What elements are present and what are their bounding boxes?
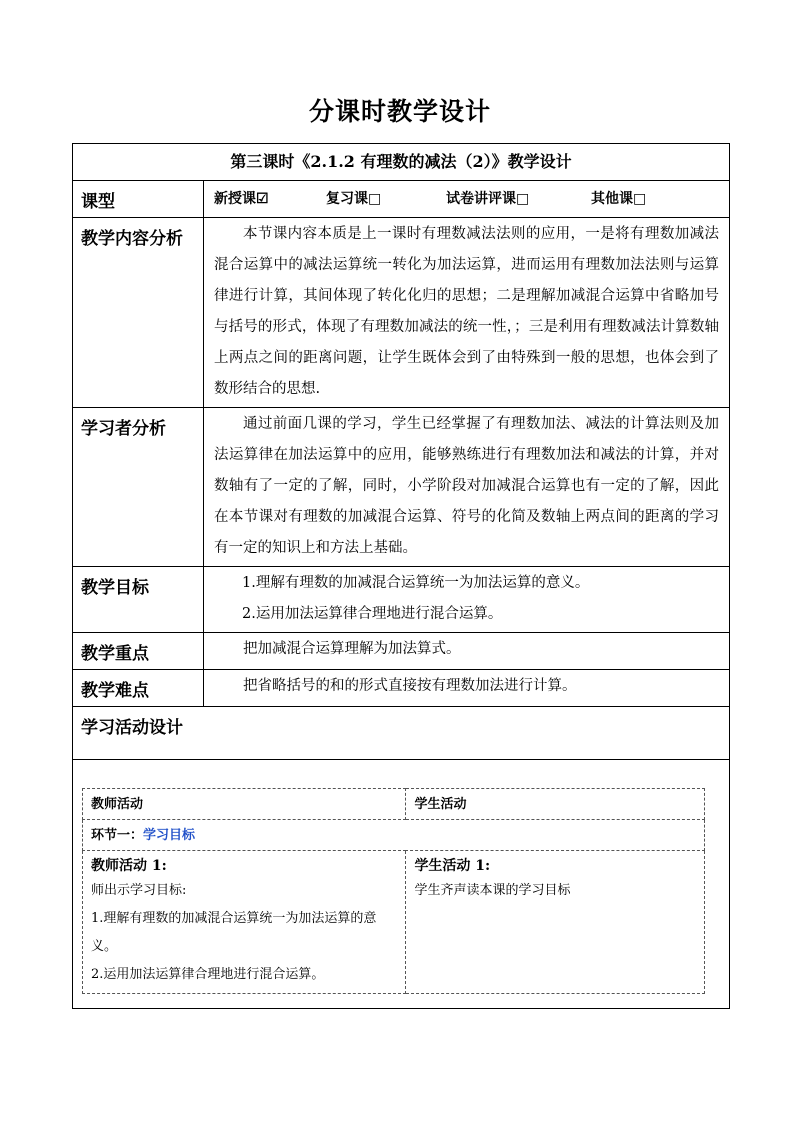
course-type-option-new[interactable]: 新授课☑ — [214, 191, 269, 207]
course-type-label: 课型 — [73, 181, 204, 218]
key-points-label: 教学重点 — [73, 633, 204, 670]
section-name: 学习目标 — [143, 828, 196, 843]
objective-item: 2.运用加法运算律合理地进行混合运算。 — [242, 606, 503, 622]
section-one-row — [83, 820, 705, 851]
learner-analysis-text: 通过前面几课的学习，学生已经掌握了有理数加法、减法的计算法则及加法运算律在加法运算中的应用，能够熟练进行有理数加法和减法的计算，并对数轴有了一定的了解，同时，小学阶段对加减混合运算也有一定的了解，因此在本节课对有理数的加减混合运算、符号的化简及数轴上两点间的距离的学习有一定的知识上和方法上基础。 — [204, 408, 730, 567]
course-type-option-exam-review[interactable]: 试卷讲评课□ — [446, 191, 530, 207]
section-prefix: 环节一： — [91, 828, 144, 843]
lesson-design-table — [72, 143, 730, 1009]
content-analysis-label: 教学内容分析 — [73, 218, 204, 408]
key-points-text: 把加减混合运算理解为加法算式。 — [204, 633, 730, 670]
student-activity-cell — [406, 851, 705, 994]
activity-table — [82, 788, 705, 994]
student-activity-title: 学生活动 1: — [414, 858, 491, 874]
difficulties-text: 把省略括号的和的形式直接按有理数加法进行计算。 — [204, 670, 730, 707]
objectives-label: 教学目标 — [73, 567, 204, 633]
activity-design-label: 学习活动设计 — [73, 707, 730, 760]
objectives-list — [204, 567, 730, 633]
course-type-option-other[interactable]: 其他课□ — [591, 191, 647, 207]
difficulties-label: 教学难点 — [73, 670, 204, 707]
objective-item: 1.理解有理数的加减混合运算统一为加法运算的意义。 — [242, 575, 590, 591]
student-activity-text: 学生齐声读本课的学习目标 — [414, 883, 571, 898]
course-type-option-review[interactable]: 复习课□ — [326, 191, 382, 207]
teacher-activity-cell — [83, 851, 406, 994]
teacher-activity-line: 师出示学习目标: — [91, 883, 187, 898]
course-type-options — [204, 181, 730, 218]
content-analysis-text: 本节课内容本质是上一课时有理数减法法则的应用，一是将有理数加减法混合运算中的减法运算统一转化为加法运算，进而运用有理数加法法则与运算律进行计算，其间体现了转化化归的思想；二是理解加减混合运算中省略加号与括号的形式，体现了有理数加减法的统一性，；三是利用有理数减法计算数轴上两点之间的距离问题，让学生既体会到了由特殊到一般的思想，也体会到了数形结合的思想. — [204, 218, 730, 408]
teacher-activity-title: 教师活动 1: — [91, 858, 167, 874]
teacher-activity-line: 2.运用加法运算律合理地进行混合运算。 — [91, 967, 325, 982]
learner-analysis-label: 学习者分析 — [73, 408, 204, 567]
lesson-title: 第三课时《2.1.2 有理数的减法（2）》教学设计 — [73, 144, 730, 181]
teacher-activity-line: 1.理解有理数的加减混合运算统一为加法运算的意义。 — [91, 911, 377, 954]
page-title: 分课时教学设计 — [308, 97, 491, 126]
teacher-activity-header: 教师活动 — [83, 789, 406, 820]
activity-design-area — [73, 760, 730, 1009]
student-activity-header: 学生活动 — [406, 789, 705, 820]
